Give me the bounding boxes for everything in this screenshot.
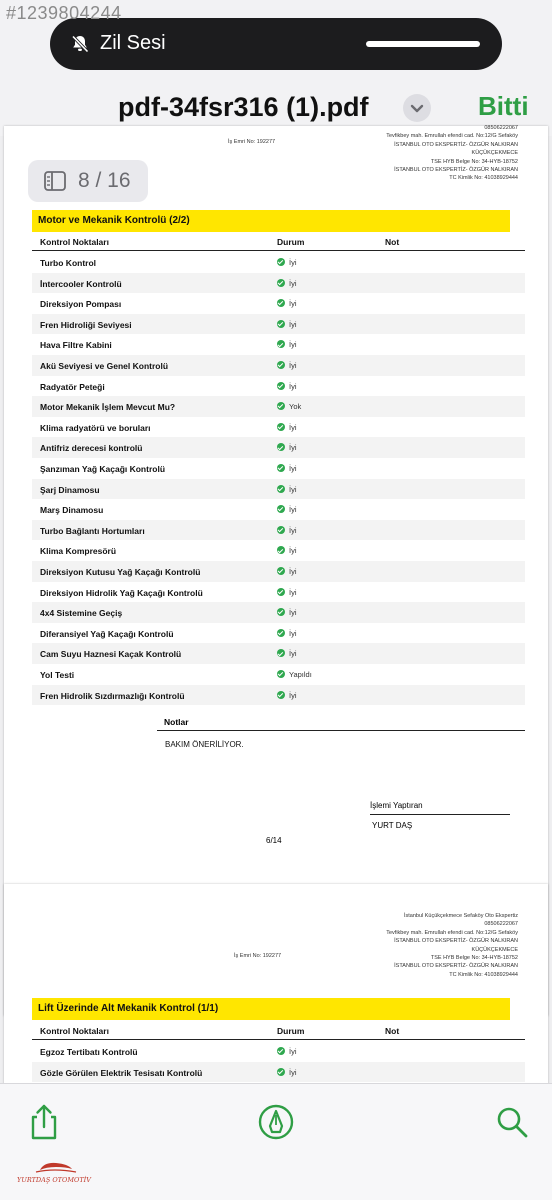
column-header-note: Not bbox=[385, 1026, 400, 1036]
row-status: İyi bbox=[289, 319, 297, 329]
column-header-status: Durum bbox=[277, 237, 305, 247]
table-row bbox=[32, 376, 525, 397]
dealer-watermark-logo bbox=[14, 1156, 94, 1188]
signature-name: YURT DAŞ bbox=[372, 821, 413, 830]
table-header bbox=[32, 1021, 525, 1040]
row-item-label: Direksiyon Kutusu Yağ Kaçağı Kontrolü bbox=[40, 567, 201, 577]
page-counter-text: 8 / 16 bbox=[78, 169, 131, 192]
status-check-icon bbox=[277, 485, 285, 493]
section-title: Motor ve Mekanik Kontrolü (2/2) bbox=[32, 210, 510, 232]
row-item-label: Direksiyon Pompası bbox=[40, 299, 122, 310]
status-check-icon bbox=[277, 670, 285, 678]
status-check-icon bbox=[277, 464, 285, 472]
row-item-label: Gözle Görülen Elektrik Tesisatı Kontrolü bbox=[40, 1067, 203, 1078]
column-header-note: Not bbox=[385, 237, 400, 247]
status-check-icon bbox=[277, 1068, 285, 1076]
share-button[interactable] bbox=[24, 1102, 64, 1142]
table-row bbox=[32, 314, 525, 335]
share-icon bbox=[24, 1102, 64, 1142]
table-row bbox=[32, 582, 525, 603]
status-check-icon bbox=[277, 526, 285, 534]
row-item-label: Klima radyatörü ve boruları bbox=[40, 422, 151, 433]
row-status: Yapıldı bbox=[289, 670, 312, 679]
row-status: İyi bbox=[289, 505, 297, 515]
company-line: 08506222067 bbox=[484, 125, 518, 131]
row-status: İyi bbox=[289, 443, 297, 453]
row-status: İyi bbox=[289, 1067, 297, 1077]
table-row bbox=[32, 685, 525, 706]
company-line: İSTANBUL OTO EKSPERTİZ- ÖZGÜR NALKIRAN bbox=[394, 141, 518, 148]
company-line: KÜÇÜKÇEKMECE bbox=[471, 946, 518, 953]
listing-id-watermark: #1239804244 bbox=[6, 3, 122, 23]
sidebar-thumbnails-icon bbox=[44, 171, 66, 191]
work-order-number: İş Emri No: 192277 bbox=[228, 139, 276, 145]
table-row bbox=[32, 479, 525, 500]
table-row bbox=[32, 417, 525, 438]
status-check-icon bbox=[277, 629, 285, 637]
search-icon bbox=[492, 1102, 532, 1142]
company-line: TSE HYB Belge No: 34-HYB-18752 bbox=[430, 158, 518, 165]
row-status: İyi bbox=[289, 484, 297, 494]
row-status: İyi bbox=[289, 567, 297, 576]
status-check-icon bbox=[277, 299, 285, 307]
markup-pen-icon bbox=[256, 1102, 296, 1142]
status-check-icon bbox=[277, 340, 285, 348]
status-check-icon bbox=[277, 588, 285, 596]
table-row bbox=[32, 520, 525, 541]
document-title[interactable]: pdf-34fsr316 (1).pdf bbox=[118, 92, 369, 122]
notes-text: BAKIM ÖNERİLİYOR. bbox=[165, 740, 244, 749]
table-row bbox=[32, 664, 525, 685]
page-number: 6/14 bbox=[266, 836, 282, 845]
row-status: İyi bbox=[289, 608, 297, 618]
status-check-icon bbox=[277, 402, 285, 410]
company-line: İSTANBUL OTO EKSPERTİZ- ÖZGÜR NALKIRAN bbox=[394, 167, 518, 174]
row-item-label: Akü Seviyesi ve Genel Kontrolü bbox=[40, 361, 169, 371]
row-item-label: Yol Testi bbox=[40, 670, 75, 680]
row-status: İyi bbox=[289, 361, 297, 370]
row-item-label: Motor Mekanik İşlem Mevcut Mu? bbox=[40, 402, 176, 413]
table-row bbox=[32, 602, 525, 623]
ringer-notification bbox=[50, 18, 502, 70]
row-status: İyi bbox=[289, 587, 297, 597]
bell-slash-icon bbox=[70, 34, 90, 54]
table-row bbox=[32, 458, 525, 479]
row-status: İyi bbox=[289, 381, 297, 391]
row-item-label: Radyatör Peteği bbox=[40, 381, 105, 392]
pdf-viewer[interactable] bbox=[0, 125, 552, 1083]
row-item-label: Marş Dinamosu bbox=[40, 505, 104, 516]
column-header-status: Durum bbox=[277, 1026, 305, 1036]
row-status: İyi bbox=[289, 628, 297, 638]
table-row bbox=[32, 273, 525, 294]
company-info bbox=[386, 124, 518, 183]
notes-label: Notlar bbox=[164, 717, 189, 727]
table-row bbox=[32, 1062, 525, 1083]
company-line: İSTANBUL OTO EKSPERTİZ- ÖZGÜR NALKIRAN bbox=[394, 963, 518, 970]
status-check-icon bbox=[277, 443, 285, 451]
company-line: Tevfikbey mah. Emrullah efendi cad. No:12/G Sefaköy bbox=[386, 929, 518, 936]
row-item-label: Şarj Dinamosu bbox=[40, 484, 100, 495]
row-status: İyi bbox=[289, 258, 297, 267]
signature-label: İşlemi Yaptıran bbox=[370, 801, 423, 810]
company-info bbox=[386, 912, 518, 979]
done-button[interactable]: Bitti bbox=[478, 91, 529, 121]
row-status: İyi bbox=[289, 525, 297, 535]
table-row bbox=[32, 623, 525, 644]
row-item-label: Klima Kompresörü bbox=[40, 546, 117, 557]
status-check-icon bbox=[277, 258, 285, 266]
status-check-icon bbox=[277, 691, 285, 699]
company-line: TSE HYB Belge No: 34-HYB-18752 bbox=[430, 955, 518, 962]
row-item-label: Turbo Kontrol bbox=[40, 258, 97, 268]
row-item-label: Cam Suyu Haznesi Kaçak Kontrolü bbox=[40, 649, 182, 660]
table-row bbox=[32, 643, 525, 664]
row-status: İyi bbox=[289, 464, 297, 473]
section-title: Lift Üzerinde Alt Mekanik Kontrol (1/1) bbox=[32, 998, 510, 1020]
company-line: Tevfikbey mah. Emrullah efendi cad. No:12/G Sefaköy bbox=[386, 133, 518, 140]
table-row bbox=[32, 561, 525, 582]
status-check-icon bbox=[277, 505, 285, 513]
row-item-label: Şanzıman Yağ Kaçağı Kontrolü bbox=[40, 464, 166, 474]
row-status: Yok bbox=[289, 402, 302, 412]
bottom-toolbar bbox=[0, 1083, 552, 1200]
work-order-number: İş Emri No: 192277 bbox=[234, 953, 282, 959]
row-status: İyi bbox=[289, 278, 297, 288]
table-row bbox=[32, 252, 525, 273]
status-check-icon bbox=[277, 361, 285, 369]
company-line: TC Kimlik No: 41038929444 bbox=[449, 175, 518, 182]
row-item-label: Egzoz Tertibatı Kontrolü bbox=[40, 1047, 138, 1057]
row-item-label: Antifriz derecesi kontrolü bbox=[40, 443, 143, 454]
title-menu-button[interactable] bbox=[403, 94, 431, 122]
status-check-icon bbox=[277, 649, 285, 657]
table-row bbox=[32, 355, 525, 376]
row-status: İyi bbox=[289, 690, 297, 700]
status-check-icon bbox=[277, 608, 285, 616]
table-row bbox=[32, 437, 525, 458]
status-check-icon bbox=[277, 423, 285, 431]
table-row bbox=[32, 334, 525, 355]
page-counter[interactable] bbox=[28, 160, 148, 202]
table-row bbox=[32, 1041, 525, 1062]
row-item-label: 4x4 Sistemine Geçiş bbox=[40, 608, 123, 619]
row-status: İyi bbox=[289, 649, 297, 659]
pdf-page bbox=[4, 126, 548, 1016]
row-status: İyi bbox=[289, 422, 297, 432]
status-check-icon bbox=[277, 320, 285, 328]
markup-button[interactable] bbox=[256, 1102, 296, 1142]
status-check-icon bbox=[277, 382, 285, 390]
company-line: 08506222067 bbox=[484, 921, 518, 928]
logo-lettering: YURTDAŞ OTOMOTİV bbox=[17, 1176, 91, 1184]
column-header-item: Kontrol Noktaları bbox=[40, 237, 109, 247]
table-row bbox=[32, 293, 525, 314]
company-line: İstanbul Küçükçekmece Sefaköy Oto Ekspertiz bbox=[403, 913, 518, 919]
notification-dismiss-handle[interactable] bbox=[366, 41, 480, 47]
table-row bbox=[32, 499, 525, 520]
signature-line bbox=[370, 814, 510, 815]
row-item-label: Direksiyon Hidrolik Yağ Kaçağı Kontrolü bbox=[40, 587, 203, 598]
row-item-label: Fren Hidrolik Sızdırmazlığı Kontrolü bbox=[40, 690, 185, 701]
row-status: İyi bbox=[289, 299, 297, 309]
status-check-icon bbox=[277, 567, 285, 575]
status-check-icon bbox=[277, 1047, 285, 1055]
row-item-label: Fren Hidroliği Seviyesi bbox=[40, 319, 132, 330]
row-status: İyi bbox=[289, 1047, 297, 1056]
notification-label: Zil Sesi bbox=[100, 32, 166, 54]
chevron-down-icon bbox=[403, 94, 431, 122]
row-status: İyi bbox=[289, 340, 297, 350]
table-row bbox=[32, 540, 525, 561]
company-line: İSTANBUL OTO EKSPERTİZ- ÖZGÜR NALKIRAN bbox=[394, 938, 518, 945]
company-line: TC Kimlik No: 41038929444 bbox=[449, 971, 518, 978]
row-item-label: Hava Filtre Kabini bbox=[40, 340, 112, 351]
column-header-item: Kontrol Noktaları bbox=[40, 1026, 109, 1036]
row-status: İyi bbox=[289, 546, 297, 556]
status-check-icon bbox=[277, 546, 285, 554]
row-item-label: Turbo Bağlantı Hortumları bbox=[40, 525, 145, 536]
row-item-label: İntercooler Kontrolü bbox=[40, 278, 122, 289]
table-row bbox=[32, 396, 525, 417]
company-line: KÜÇÜKÇEKMECE bbox=[471, 150, 518, 157]
search-button[interactable] bbox=[492, 1102, 532, 1142]
status-check-icon bbox=[277, 279, 285, 287]
table-header bbox=[32, 232, 525, 251]
row-item-label: Diferansiyel Yağ Kaçağı Kontrolü bbox=[40, 628, 174, 639]
notes-header bbox=[157, 713, 525, 731]
